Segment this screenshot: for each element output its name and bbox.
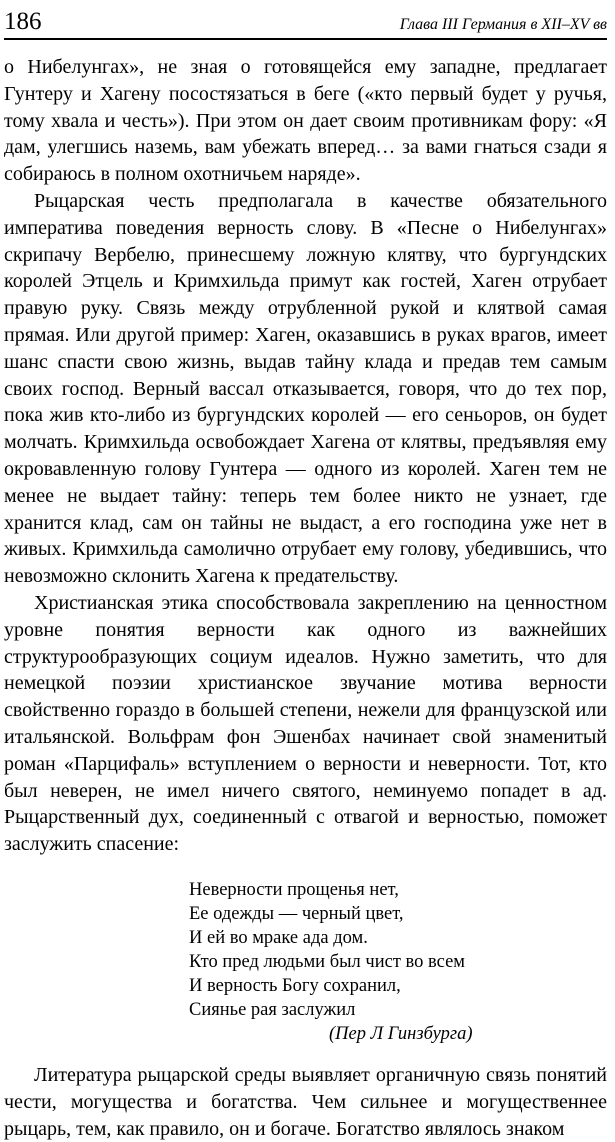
- page-body: [4, 54, 607, 1142]
- poem-line: И ей во мраке ада дом.: [189, 927, 368, 948]
- poem-line: И верность Богу сохранил,: [189, 975, 401, 996]
- poem-line: Неверности прощенья нет,: [189, 879, 399, 900]
- paragraph: Христианская этика способствовала закреплению на ценностном уровне понятия верности как одного из важнейших структурообразующих социум идеалов. Нужно заметить, что для немецкой поэзии христианское звучание мотива верности свойственно гораздо в большей степени, нежели для французской или итальянской. Вольфрам фон Эшенбах начинает свой знаменитый роман «Парцифаль» вступлением о верности и неверности. Тот, кто был неверен, не имел ничего святого, неминуемо попадет в ад. Рыцарственный дух, соединенный с отвагой и верностью, поможет заслужить спасение:: [4, 591, 607, 856]
- poem-line: Ее одежды — черный цвет,: [189, 903, 404, 924]
- paragraph: Литература рыцарской среды выявляет органичную связь понятий чести, могущества и богатства. Чем сильнее и могущественнее рыцарь, тем, как правило, он и богаче. Богатство являлось знаком: [4, 1063, 607, 1140]
- page-header: [4, 2, 607, 36]
- running-title: Глава III Германия в XII–XV вв: [399, 16, 607, 33]
- header-rule: [4, 38, 607, 40]
- poem-line: Кто пред людьми был чист во всем: [189, 951, 465, 972]
- paragraph: Рыцарская честь предполагала в качестве обязательного императива поведения верность слову. В «Песне о Нибелунгах» скрипачу Вербелю, принесшему ложную клятву, что бургундских королей Этцель и Кримхильда примут как гостей, Хаген отрубает правую руку. Связь между отрубленной рукой и клятвой самая прямая. Или другой пример: Хаген, оказавшись в руках врагов, имеет шанс спасти свою жизнь, выдав тайну клада и предав тем самым своих господ. Верный вассал отказывается, говоря, что до тех пор, пока жив кто-либо из бургундских королей — его сеньоров, он будет молчать. Кримхильда освобождает Хагена от клятвы, предъявляя ему окровавленную голову Гунтера — одного из королей. Хаген тем не менее не выдает тайну: теперь тем более никто не узнает, где хранится клад, сам он тайны не выдаст, а его господина уже нет в живых. Кримхильда самолично отрубает ему голову, убедившись, что невозможно склонить Хагена к предательству.: [4, 189, 607, 588]
- poem-quote: [4, 878, 607, 1046]
- poem-line: Сиянье рая заслужил: [189, 999, 356, 1020]
- page-number: 186: [4, 8, 42, 35]
- poem-attribution: (Пер Л Гинзбурга): [329, 1023, 473, 1044]
- paragraph-continued: о Нибелунгах», не зная о готовящейся ему западне, предлагает Гунтеру и Хагену посостязаться в беге («кто первый будет у ручья, тому хвала и честь»). При этом он дает своим противникам фору: «Я дам, улегшись наземь, вам убежать вперед… за вами гнаться сзади я собираюсь в полном охотничьем наряде».: [4, 56, 607, 186]
